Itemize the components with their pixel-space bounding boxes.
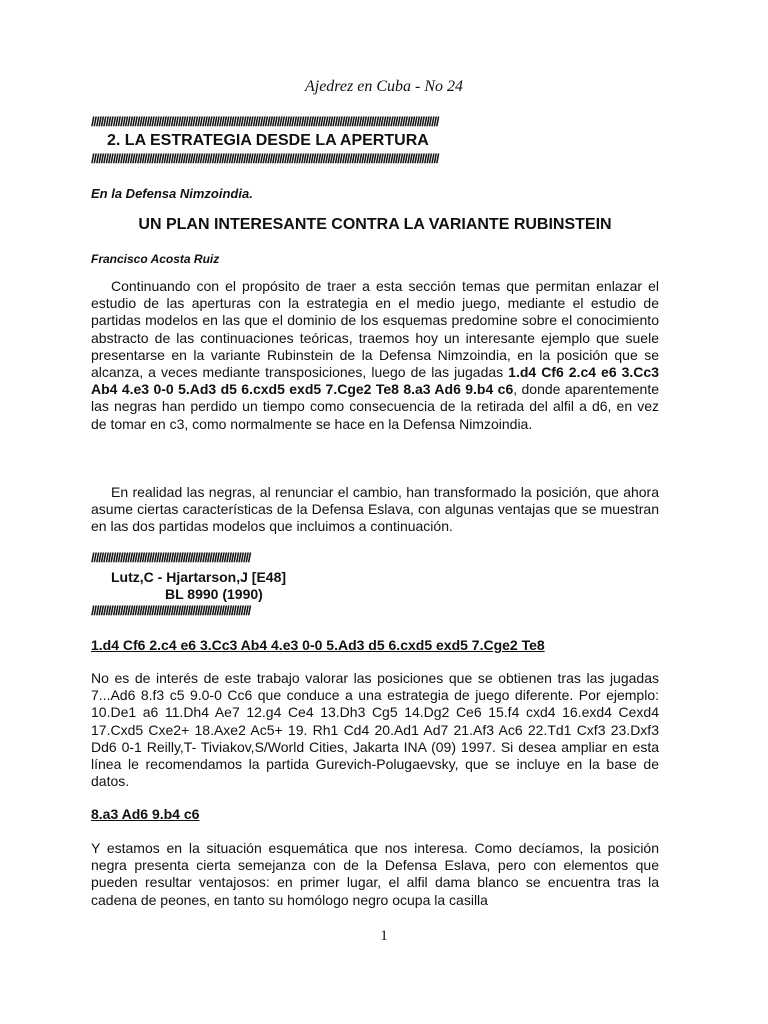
game-moves-continuation: 8.a3 Ad6 9.b4 c6 — [91, 806, 200, 822]
game-event: BL 8990 (1990) — [165, 586, 263, 602]
section-title: 2. LA ESTRATEGIA DESDE LA APERTURA — [107, 132, 429, 149]
intro-paragraph — [91, 278, 659, 433]
opening-context: En la Defensa Nimzoindia. — [91, 186, 253, 201]
intro-text: Continuando con el propósito de traer a esta sección temas que permitan enlazar el estudio de las aperturas con la estrategia en el medio juego, mediante el estudio de partidas modelos en las que el dominio de los esquemas predomine sobre el conocimiento abstracto de las continuaciones teóricas, traemos hoy un interesante ejemplo que suele presentarse en la variante Rubinstein de la Defensa Nimzoindia, en la posición que se alcanza, a veces mediante transposiciones, luego de las jugadas — [91, 278, 659, 381]
game-moves-heading: 1.d4 Cf6 2.c4 e6 3.Cc3 Ab4 4.e3 0-0 5.Ad3 d5 6.cxd5 exd5 7.Cge2 Te8 — [91, 637, 545, 653]
running-head: Ajedrez en Cuba - No 24 — [304, 78, 464, 95]
position-paragraph: Y estamos en la situación esquemática que nos interesa. Como decíamos, la posición negra presenta cierta semejanza con de la Defensa Eslava, pero con elementos que pueden resultar ventajosos: en primer lugar, el alfil dama blanco se encuentra tras la cadena de peones, en tanto su homólogo negro ocupa la casilla — [91, 840, 659, 908]
page-number: 1 — [380, 928, 388, 944]
game-rule-bottom: ////////////////////////////////////////////////////////////////// — [91, 603, 251, 618]
article-headline: UN PLAN INTERESANTE CONTRA LA VARIANTE RUBINSTEIN — [138, 216, 612, 233]
opening-moves: 1.d4 Cf6 2.c4 e6 3.Cc3 Ab4 4.e3 0-0 5.Ad3 d5 6.cxd5 exd5 7.Cge2 Te8 8.a3 Ad6 9.b4 c6 — [91, 364, 659, 398]
game-players: Lutz,C - Hjartarson,J [E48] — [111, 569, 287, 585]
context-paragraph: En realidad las negras, al renunciar el cambio, han transformado la posición, que ahora asume ciertas características de la Defensa Eslava, con algunas ventajas que se muestran en las dos partidas modelos que incluimos a continuación. — [91, 484, 659, 535]
analysis-paragraph: No es de interés de este trabajo valorar las posiciones que se obtienen tras las jugadas 7...Ad6 8.f3 c5 9.0-0 Cc6 que conduce a una estrategia de juego diferente. Por ejemplo: 10.De1 a6 11.Dh4 Ae7 12.g4 Ce4 13.Dh3 Cg5 14.Dg2 Ce6 15.f4 cxd4 16.exd4 Cexd4 17.Cxd5 Cxe2+ 18.Axe2 Ac5+ 19. Rh1 Cd4 20.Ad1 Ad7 21.Af3 Ac6 22.Td1 Cxf3 23.Dxf3 Dd6 0-1 Reilly,T- Tiviakov,S/World Cities, Jakarta INA (09) 1997. Si desea ampliar en esta línea le recomendamos la partida Gurevich-Polugaevsky, que se incluye en la base de datos. — [91, 670, 659, 790]
author-name: Francisco Acosta Ruiz — [91, 252, 220, 266]
separator-rule-bottom: //////////////////////////////////////////////////////////////////////////////////////////////////////////////////////////////////////////////// — [91, 151, 439, 166]
intro-tail: , donde aparentemente las negras han perdido un tiempo como consecuencia de la retirada del alfil a d6, en vez de tomar en c3, como normalmente se hace en la Defensa Nimzoindia. — [91, 381, 659, 432]
separator-rule-top: //////////////////////////////////////////////////////////////////////////////////////////////////////////////////////////////////////////////// — [91, 114, 439, 129]
game-rule-top: ////////////////////////////////////////////////////////////////// — [91, 550, 251, 565]
